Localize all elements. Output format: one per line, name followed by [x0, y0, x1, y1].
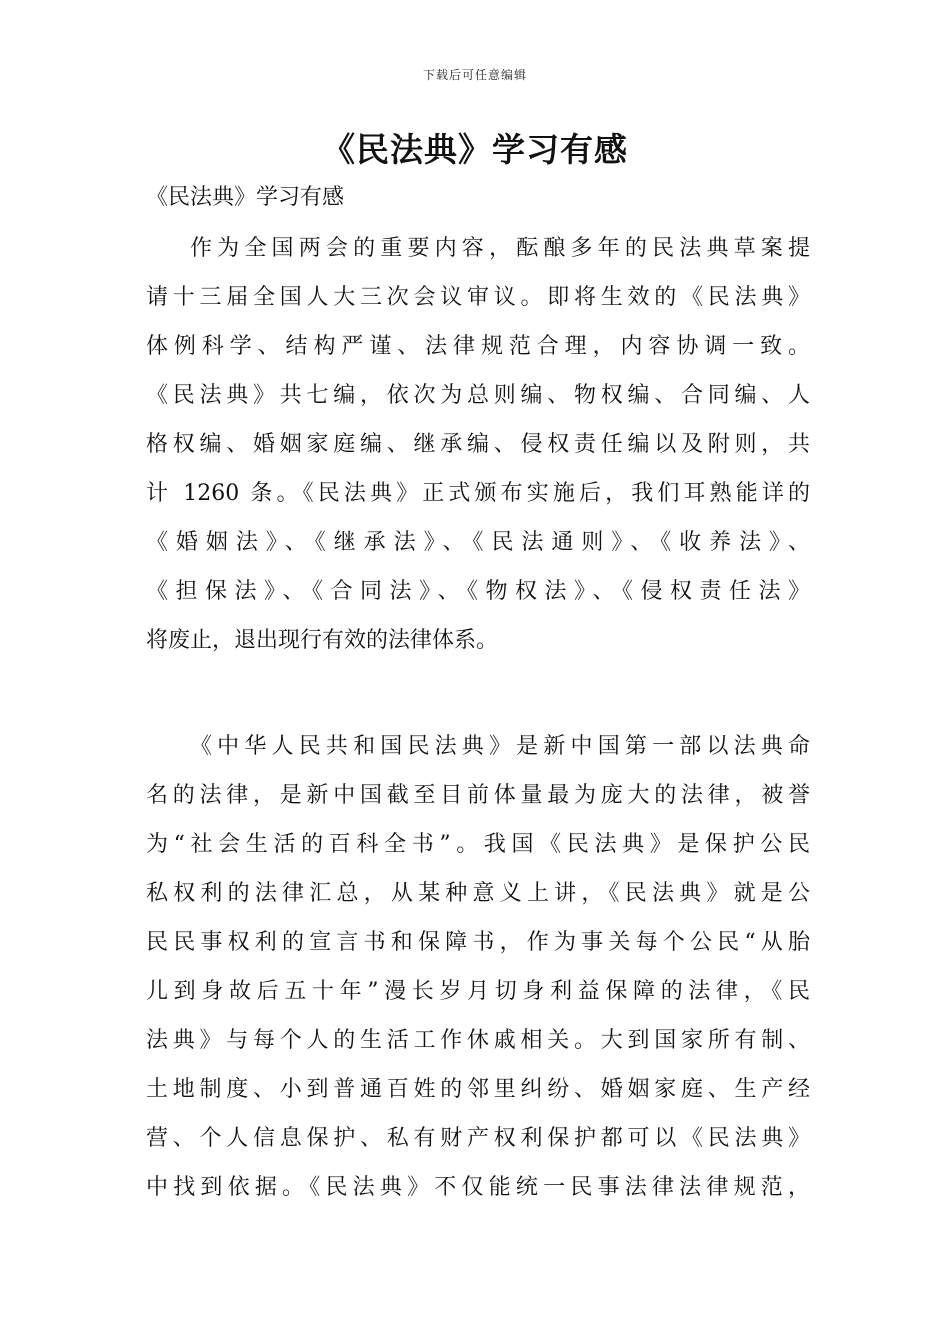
paragraph-line: 法典》与每个人的生活工作休戚相关。大到国家所有制、	[146, 1028, 810, 1053]
paragraph-line: 作为全国两会的重要内容，酝酿多年的民法典草案提	[190, 236, 810, 261]
paragraph-line: 为“社会生活的百科全书”。我国《民法典》是保护公民	[146, 832, 810, 857]
paragraph-line: 将废止，退出现行有效的法律体系。	[146, 628, 499, 653]
paragraph-line: 《担保法》、《合同法》、《物权法》、《侵权责任法》	[146, 579, 810, 604]
paragraph-2	[146, 722, 810, 1212]
paragraph-line: 中找到依据。《民法典》不仅能统一民事法律法律规范，	[146, 1175, 810, 1200]
paragraph-line: 《婚姻法》、《继承法》、《民法通则》、《收养法》、	[146, 530, 810, 555]
paragraph-line: 计 1260 条。《民法典》正式颁布实施后，我们耳熟能详的	[146, 481, 810, 506]
paragraph-line: 请十三届全国人大三次会议审议。即将生效的《民法典》	[146, 285, 810, 310]
paragraph-line: 《民法典》共七编，依次为总则编、物权编、合同编、人	[146, 383, 810, 408]
paragraph-line: 名的法律，是新中国截至目前体量最为庞大的法律，被誉	[146, 783, 810, 808]
paragraph-line: 民民事权利的宣言书和保障书，作为事关每个公民“从胎	[146, 930, 810, 955]
paragraph-line: 土地制度、小到普通百姓的邻里纠纷、婚姻家庭、生产经	[146, 1077, 810, 1102]
paragraph-line: 《中华人民共和国民法典》是新中国第一部以法典命	[190, 734, 810, 759]
document-subtitle: 《民法典》学习有感	[146, 185, 345, 210]
document-title: 《民法典》学习有感	[322, 130, 628, 169]
paragraph-1	[146, 224, 810, 665]
paragraph-line: 营、个人信息保护、私有财产权利保护都可以《民法典》	[146, 1126, 810, 1151]
header-note: 下载后可任意编辑	[422, 68, 527, 82]
paragraph-line: 私权利的法律汇总，从某种意义上讲，《民法典》就是公	[146, 881, 810, 906]
paragraph-line: 体例科学、结构严谨、法律规范合理，内容协调一致。	[146, 334, 810, 359]
paragraph-line: 儿到身故后五十年”漫长岁月切身利益保障的法律，《民	[146, 979, 810, 1004]
paragraph-line: 格权编、婚姻家庭编、继承编、侵权责任编以及附则，共	[146, 432, 810, 457]
